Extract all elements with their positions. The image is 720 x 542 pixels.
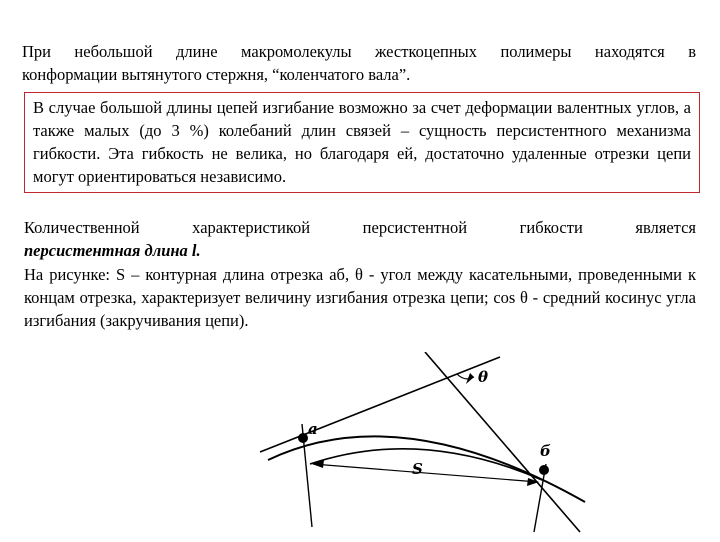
intro-line-1: При небольшой длине макромолекулы жесткоцепных полимеры находятся в	[22, 42, 696, 61]
persistence-length-term: персистентная длина l.	[24, 241, 201, 260]
theta-label: θ	[478, 368, 489, 386]
chain-segment-diagram	[250, 352, 610, 537]
point-a	[298, 433, 308, 443]
s-arrow-line	[313, 464, 538, 482]
contour-length-label: S	[412, 460, 423, 478]
figure-description-paragraph: На рисунке: S – контурная длина отрезка аб, θ - угол между касательными, проведенными к концам отрезка, характеризует величину изгибания отрезка цепи; cos θ - средний косинус угла изгибания (закручивания цепи).	[24, 265, 696, 330]
chain-curve	[268, 436, 585, 502]
point-b	[539, 465, 549, 475]
characteristic-paragraph	[24, 216, 696, 262]
characteristic-line-1: Количественной характеристикой персистентной гибкости является	[24, 218, 696, 237]
intro-line-2: конформации вытянутого стержня, “коленчатого вала”.	[22, 65, 411, 84]
point-b-label: б	[540, 442, 551, 460]
chain-segment-figure	[250, 352, 610, 537]
s-arrow-head-right	[527, 478, 539, 486]
highlighted-paragraph: В случае большой длины цепей изгибание возможно за счет деформации валентных углов, а также малых (до 3 %) колебаний длин связей – сущность персистентного механизма гибкости. Эта гибкость не велика, но благодаря ей, достаточно удаленные отрезки цепи могут ориентироваться независимо.	[24, 92, 700, 193]
point-a-label: a	[308, 420, 318, 438]
intro-paragraph	[22, 40, 696, 86]
tangent-line-a	[260, 357, 500, 452]
tangent-line-b	[425, 352, 580, 532]
